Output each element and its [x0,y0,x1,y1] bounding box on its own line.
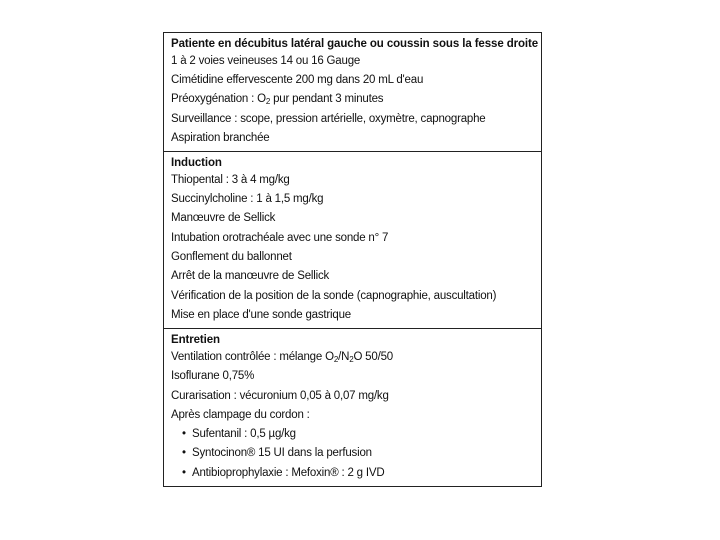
list-item: Thiopental : 3 à 4 mg/kg [171,174,290,187]
list-item: Ventilation contrôlée : mélange $O_2/N_2O$ 50/50 [171,351,393,365]
list-item: Succinylcholine : 1 à 1,5 mg/kg [171,193,324,206]
list-item: Arrêt de la manœuvre de Sellick [171,270,330,283]
bullet-item [171,444,541,463]
bullet-item [171,425,541,444]
list-item: Surveillance : scope, pression artérielle, oxymètre, capnographe [171,112,486,125]
list-item: Curarisation : vécuronium 0,05 à 0,07 mg/kg [171,389,389,402]
list-item: Cimétidine effervescente 200 mg dans 20 mL d'eau [171,74,424,86]
section-title: Induction [171,157,222,170]
list-item: Après clampage du cordon : [171,408,310,421]
section-title: Entretien [171,334,220,347]
list-item: Manœuvre de Sellick [171,212,276,225]
bullet-item [171,464,541,483]
bullet-icon: • [182,466,186,479]
bullet-text: Antibioprophylaxie : Mefoxin® : 2 g IVD [192,466,385,479]
list-item: Mise en place d'une sonde gastrique [171,308,351,321]
list-item: Aspiration branchée [171,131,270,144]
bullet-text: Syntocinon® 15 UI dans la perfusion [192,447,372,460]
section-entretien [164,328,541,486]
protocol-table [163,32,542,487]
list-item: Intubation orotrachéale avec une sonde n° 7 [171,231,389,244]
list-item: Vérification de la position de la sonde (capnographie, auscultation) [171,289,497,302]
bullet-text: Sufentanil : 0,5 µg/kg [192,428,296,441]
section-induction [164,151,541,328]
list-item: Isoflurane 0,75% [171,370,255,383]
bullet-icon: • [182,428,186,441]
section-preparation [164,33,541,151]
list-item: 1 à 2 voies veineuses 14 ou 16 Gauge [171,55,361,67]
bullet-icon: • [182,447,186,460]
list-item: Préoxygénation : $O_2$ pur pendant 3 minutes [171,93,384,107]
section-title: Patiente en décubitus latéral gauche ou coussin sous la fesse droite [171,38,539,50]
list-item: Gonflement du ballonnet [171,251,292,264]
